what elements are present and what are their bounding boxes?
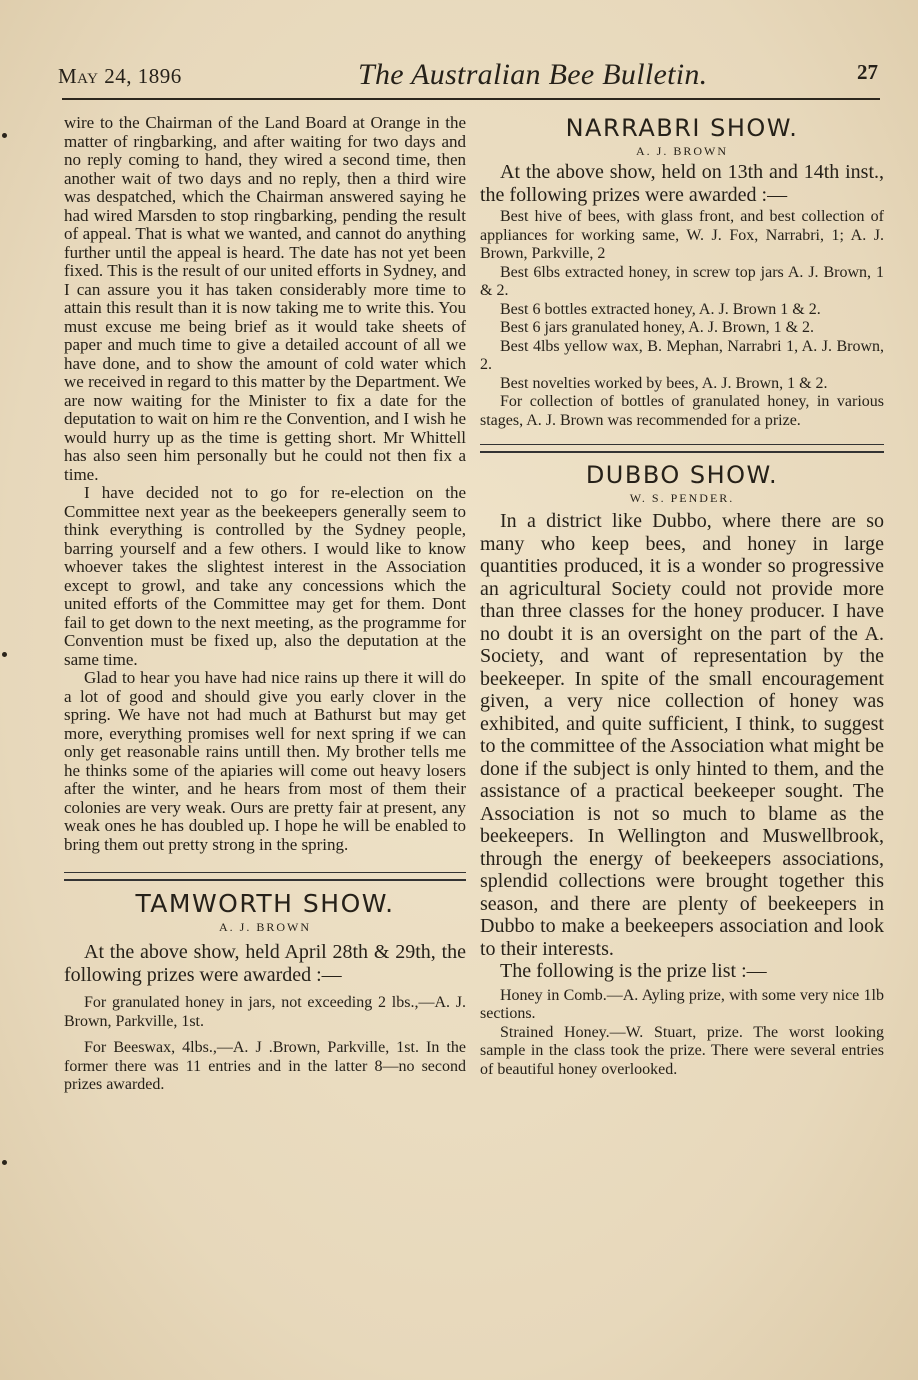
narrabri-entry: Best 6lbs extracted honey, in screw top jars A. J. Brown, 1 & 2. [480,263,884,299]
publication-title: The Australian Bee Bulletin. [358,58,708,91]
narrabri-intro: At the above show, held on 13th and 14th inst., the following prizes were awarded :— [480,161,884,206]
margin-mark [2,652,7,657]
narrabri-byline: A. J. BROWN [635,144,728,158]
dubbo-body: In a district like Dubbo, where there are so many who keep bees, and honey in large quantities produced, it is a wonder so progressive an agricultural Society could not provide more than three classes for the honey producer. I have no doubt it is an oversight on the part of the A. Society, and want of representation by the beekeeper. In spite of the small encouragement given, a very nice collection of honey was exhibited, and quite sufficient, I think, to suggest to the committee of the Association what might be done if the subject is only hinted to them, and the assistance of a practical beekeeper sought. The Association is not so much to blame as the beekeepers. In Wellington and Muswellbrook, through the energy of beekeepers associations, splendid collections were brought together this season, and there are plenty of beekeepers in Dubbo to make a beekeepers association and look to their interests. [480,510,884,960]
dubbo-prize-intro: The following is the prize list :— [500,960,767,982]
narrabri-entry: Best novelties worked by bees, A. J. Brown, 1 & 2. [500,374,828,392]
tamworth-entry: For granulated honey in jars, not exceeding 2 lbs.,—A. J. Brown, Parkville, 1st. [64,994,466,1030]
margin-mark [2,1160,7,1165]
narrabri-entry: Best 4lbs yellow wax, B. Mephan, Narrabri 1, A. J. Brown, 2. [480,337,884,373]
narrabri-entry: Best 6 bottles extracted honey, A. J. Brown 1 & 2. [500,300,821,318]
letter-paragraph: Glad to hear you have had nice rains up there it will do a lot of good and should give you early clover in the spring. We have not had much at Bathurst but may get more, everything promises well for next spring if we can only get reasonable rains untill then. My brother tells me he thinks some of the apiaries will come out heavy losers after the winter, and he hears from most of them their colonies are very weak. Ours are pretty fair at present, any weak ones he has doubled up. I hope he will be enabled to bring them out pretty strong in the spring. [64,668,466,854]
issue-date: May 24, 1896 [58,64,182,88]
tamworth-heading: TAMWORTH SHOW. [135,889,395,918]
tamworth-intro: At the above show, held April 28th & 29th, the following prizes were awarded :— [64,941,466,986]
letter-paragraph: I have decided not to go for re-election on the Committee next year as the beekeepers generally seem to think everything is controlled by the Sydney people, barring yourself and a few others. I would like to know whoever takes the slightest interest in the Association except to growl, and take any concessions which the united efforts of the Committee may get for them. Dont fail to get down to the next meeting, as the programme for Convention must be fixed up, also the deputation at the same time. [64,483,466,669]
section-divider [480,444,884,453]
section-divider [64,872,466,881]
header-rule [62,98,880,100]
tamworth-entry: For Beeswax, 4lbs.,—A. J .Brown, Parkville, 1st. In the former there was 11 entries and in the latter 8—no second prizes awarded. [64,1039,466,1093]
dubbo-prize: Honey in Comb.—A. Ayling prize, with some very nice 1lb sections. [480,986,884,1022]
narrabri-heading: NARRABRI SHOW. [565,114,799,142]
dubbo-byline: W. S. PENDER. [629,491,735,505]
narrabri-entry: Best hive of bees, with glass front, and best collection of appliances for working same, W. J. Fox, Narrabri, 1; A. J. Brown, Parkville, 2 [480,208,884,262]
right-column [480,114,884,1079]
tamworth-byline: A. J. BROWN [218,920,311,934]
page-number: 27 [857,60,878,84]
dubbo-heading: DUBBO SHOW. [585,461,779,489]
letter-paragraph: wire to the Chairman of the Land Board at Orange in the matter of ringbarking, and after waiting for two days and no reply coming to hand, they wired a second time, then another wait of two days and no reply, then a third wire was despatched, which the Chairman answered saying he had wired Marsden to stop ringbarking, pending the result of appeal. That is what we wanted, and cannot do anything further until the appeal is heard. The date has not yet been fixed. This is the result of our united efforts in Sydney, and I can assure you it has taken considerably more time to attain this result than it is now taking me to write this. You must excuse me being brief as it would take sheets of paper and much time to give a detailed account of all we have done, and to show the amount of cold water which we received in regard to this matter by the Department. We are now waiting for the Minister to fix a date for the deputation to wait on him re the Convention, and I wish he would hurry up as the time is getting short. Mr Whittell has also seen him personally but he could not then fix a time. [64,113,466,484]
dubbo-prize: Strained Honey.—W. Stuart, prize. The worst looking sample in the class took the prize. There were several entries of beautiful honey overlooked. [480,1023,884,1078]
margin-mark [2,133,7,138]
page-header [58,58,880,94]
narrabri-entry: Best 6 jars granulated honey, A. J. Brown, 1 & 2. [500,319,815,336]
left-column [64,114,466,1095]
narrabri-entry: For collection of bottles of granulated honey, in various stages, A. J. Brown was recommended for a prize. [480,393,884,429]
